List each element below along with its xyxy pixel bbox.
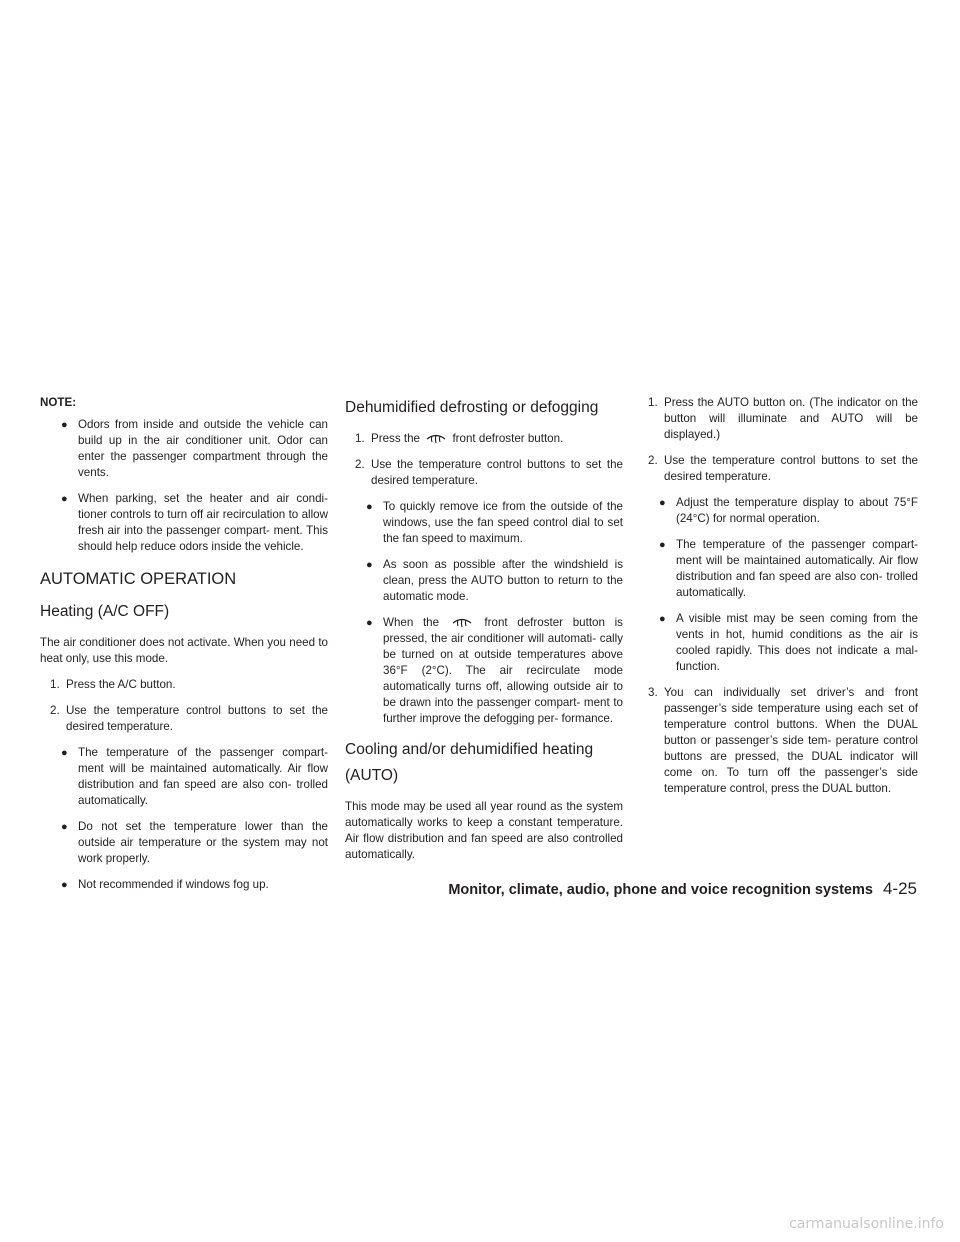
watermark: carmanualsonline.info bbox=[789, 1216, 944, 1232]
page-footer bbox=[448, 879, 917, 899]
bullet-text-post: front defroster button is pressed, the air conditioner will automati- cally be turned on at outside temperatures above 36°F (2°C). The air recirculate mode automatically turns off, allowing outside air to be drawn into the passenger compart- ment to further improve the defogging per- formance. bbox=[383, 616, 623, 725]
front-defroster-icon bbox=[451, 615, 473, 629]
step-text-pre: Press the bbox=[371, 432, 420, 445]
step-text: You can individually set driver’s and front passenger’s side temperature using each set of temperature control buttons. When the DUAL button or passenger’s side tem- perature control buttons are pressed, the DUAL indicator will come on. To turn off the passenger’s side temperature control, press the DUAL button. bbox=[664, 686, 918, 795]
cooling-bullet-1 bbox=[638, 495, 918, 527]
bullet-marker: ● bbox=[366, 617, 373, 629]
heating-step-1 bbox=[40, 677, 328, 693]
step-number: 2. bbox=[648, 454, 658, 467]
bullet-text: The temperature of the passenger compart- ment will be maintained automatically. Air flow distribution and fan speed are also con- trolled automatically. bbox=[78, 746, 328, 807]
column-1 bbox=[40, 395, 328, 903]
defrost-bullet-2 bbox=[345, 557, 623, 605]
subheading-defrost: Dehumidified defrosting or defogging bbox=[345, 399, 599, 416]
defrost-step-1 bbox=[345, 431, 623, 447]
cooling-bullet-2 bbox=[638, 537, 918, 601]
bullet-text: To quickly remove ice from the outside of the windows, use the fan speed control dial to set the fan speed to maximum. bbox=[383, 500, 623, 545]
bullet-text: The temperature of the passenger compart- ment will be maintained automatically. Air flow distribution and fan speed are also con- trolled automatically. bbox=[676, 538, 918, 599]
bullet-marker: ● bbox=[61, 493, 68, 505]
step-number: 2. bbox=[355, 458, 365, 471]
bullet-text: As soon as possible after the windshield is clean, press the AUTO button to return to the automatic mode. bbox=[383, 558, 623, 603]
section-heading-automatic-operation: AUTOMATIC OPERATION bbox=[40, 570, 237, 588]
note-bullet-1 bbox=[40, 417, 328, 481]
bullet-marker: ● bbox=[366, 501, 373, 513]
bullet-text: A visible mist may be seen coming from the vents in hot, humid conditions as the air is cooled rapidly. This does not indicate a mal- function. bbox=[676, 612, 918, 673]
bullet-text: Do not set the temperature lower than the outside air temperature or the system may not work properly. bbox=[78, 820, 328, 865]
note-label: NOTE: bbox=[40, 396, 77, 409]
cooling-step-2 bbox=[638, 453, 918, 485]
subheading-cooling: Cooling and/or dehumidified heating (AUTO) bbox=[345, 741, 594, 784]
step-text: Use the temperature control buttons to set the desired temperature. bbox=[371, 458, 623, 487]
column-3 bbox=[638, 395, 918, 807]
front-defroster-icon bbox=[425, 431, 447, 445]
cooling-bullet-3 bbox=[638, 611, 918, 675]
heating-step-2 bbox=[40, 703, 328, 735]
step-number: 2. bbox=[50, 704, 60, 717]
step-number: 1. bbox=[355, 432, 365, 445]
step-number: 1. bbox=[648, 396, 658, 409]
column-2 bbox=[345, 395, 623, 873]
bullet-text-pre: When the bbox=[383, 616, 440, 629]
bullet-marker: ● bbox=[659, 539, 666, 551]
step-text: Press the AUTO button on. (The indicator on the button will illuminate and AUTO will be displayed.) bbox=[664, 396, 918, 441]
heating-bullet-2 bbox=[40, 819, 328, 867]
note-bullet-text: When parking, set the heater and air condi- tioner controls to turn off air recirculation to allow fresh air into the passenger compart- ment. This should help reduce odors inside the vehicle. bbox=[78, 492, 328, 553]
defrost-bullet-3 bbox=[345, 615, 623, 727]
cooling-intro: This mode may be used all year round as the system automatically works to keep a constant temperature. Air flow distribution and fan speed are also controlled automatically. bbox=[345, 800, 623, 861]
step-text-post: front defroster button. bbox=[452, 432, 564, 445]
cooling-step-1 bbox=[638, 395, 918, 443]
bullet-marker: ● bbox=[61, 821, 68, 833]
bullet-text: Not recommended if windows fog up. bbox=[78, 878, 269, 891]
step-text: Use the temperature control buttons to set the desired temperature. bbox=[664, 454, 918, 483]
bullet-marker: ● bbox=[659, 613, 666, 625]
bullet-marker: ● bbox=[61, 419, 68, 431]
step-text: Use the temperature control buttons to set the desired temperature. bbox=[66, 704, 328, 733]
step-text: Press the A/C button. bbox=[66, 678, 176, 691]
subheading-heating: Heating (A/C OFF) bbox=[40, 603, 170, 620]
step-number: 3. bbox=[648, 686, 658, 699]
defrost-step-2 bbox=[345, 457, 623, 489]
page-number: 4-25 bbox=[882, 879, 917, 898]
note-bullet-text: Odors from inside and outside the vehicle can build up in the air conditioner unit. Odor can enter the passenger compartment through the vents. bbox=[78, 418, 328, 479]
heating-bullet-1 bbox=[40, 745, 328, 809]
bullet-marker: ● bbox=[366, 559, 373, 571]
note-bullet-2 bbox=[40, 491, 328, 555]
step-number: 1. bbox=[50, 678, 60, 691]
bullet-marker: ● bbox=[61, 879, 68, 891]
bullet-marker: ● bbox=[61, 747, 68, 759]
defrost-bullet-1 bbox=[345, 499, 623, 547]
cooling-step-3 bbox=[638, 685, 918, 797]
bullet-text: Adjust the temperature display to about 75°F (24°C) for normal operation. bbox=[676, 496, 918, 525]
heating-intro: The air conditioner does not activate. When you need to heat only, use this mode. bbox=[40, 636, 328, 665]
footer-section-title: Monitor, climate, audio, phone and voice recognition systems bbox=[448, 882, 873, 898]
bullet-marker: ● bbox=[659, 497, 666, 509]
heating-bullet-3 bbox=[40, 877, 328, 893]
